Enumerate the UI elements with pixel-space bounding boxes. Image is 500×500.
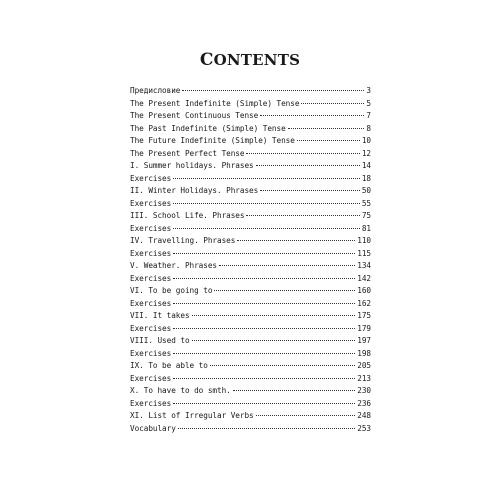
toc-entry-page-number: 5 <box>366 98 371 108</box>
toc-entry <box>130 198 371 211</box>
toc-entry-label: IV. Travelling. Phrases <box>130 236 236 245</box>
toc-entry-page-number: 110 <box>357 236 371 245</box>
toc-entry <box>130 298 371 311</box>
dot-leader <box>288 128 365 129</box>
toc-entry-label: Exercises <box>130 173 172 183</box>
toc-entry-label: VII. It takes <box>130 311 190 320</box>
toc-entry-page-number: 253 <box>357 423 371 433</box>
dot-leader <box>173 303 355 304</box>
toc-entry-page-number: 75 <box>361 211 371 220</box>
toc-entry <box>130 248 371 261</box>
dot-leader <box>219 265 355 266</box>
toc-entry <box>130 160 371 173</box>
dot-leader <box>173 253 355 254</box>
dot-leader <box>256 165 360 166</box>
dot-leader <box>256 415 356 416</box>
toc-entry-page-number: 81 <box>361 223 371 233</box>
toc-entry <box>130 348 371 361</box>
toc-entry-label: The Present Indefinite (Simple) Tense <box>130 98 300 108</box>
toc-entry <box>130 335 371 348</box>
toc-entry-page-number: 160 <box>357 286 371 295</box>
toc-entry-label: V. Weather. Phrases <box>130 261 217 270</box>
toc-entry <box>130 323 371 336</box>
toc-entry <box>130 310 371 323</box>
dot-leader <box>178 428 355 429</box>
dot-leader <box>173 328 355 329</box>
toc-entry-page-number: 3 <box>366 86 371 95</box>
dot-leader <box>246 215 359 216</box>
dot-leader <box>173 278 355 279</box>
toc-entry-page-number: 230 <box>357 386 371 395</box>
toc-entry-page-number: 55 <box>361 198 371 208</box>
toc-entry-page-number: 198 <box>357 348 371 358</box>
toc-entry <box>130 173 371 186</box>
toc-entry <box>130 210 371 223</box>
toc-entry-page-number: 175 <box>357 311 371 320</box>
toc-entry-page-number: 162 <box>357 298 371 308</box>
toc-entry-page-number: 18 <box>361 173 371 183</box>
toc-entry <box>130 110 371 123</box>
toc-entry-page-number: 134 <box>357 261 371 270</box>
dot-leader <box>246 153 359 154</box>
toc-entry <box>130 385 371 398</box>
toc-entry <box>130 285 371 298</box>
dot-leader <box>297 140 360 141</box>
toc-entry-label: The Present Perfect Tense <box>130 148 245 158</box>
toc-entry <box>130 373 371 386</box>
toc-entry-label: I. Summer holidays. Phrases <box>130 161 254 170</box>
toc-entry <box>130 273 371 286</box>
dot-leader <box>192 340 356 341</box>
toc-entry-page-number: 10 <box>361 136 371 145</box>
page-title: CONTENTS <box>199 50 301 70</box>
toc-entry-label: Exercises <box>130 273 172 283</box>
toc-entry-label: Exercises <box>130 198 172 208</box>
toc-entry-label: X. To have to do smth. <box>130 386 231 395</box>
toc-entry-page-number: 12 <box>361 148 371 158</box>
toc-entry <box>130 98 371 111</box>
toc-entry-label: The Past Indefinite (Simple) Tense <box>130 123 286 133</box>
toc-entry <box>130 185 371 198</box>
toc-entry-page-number: 205 <box>357 361 371 370</box>
toc-entry-label: VI. To be going to <box>130 286 213 295</box>
dot-leader <box>192 315 356 316</box>
dot-leader <box>182 90 364 91</box>
toc-entry <box>130 410 371 423</box>
toc-entry-label: II. Winter Holidays. Phrases <box>130 186 259 195</box>
dot-leader <box>173 403 355 404</box>
dot-leader <box>301 103 364 104</box>
toc-entry <box>130 223 371 236</box>
toc-entry-page-number: 213 <box>357 373 371 383</box>
toc-entry-page-number: 197 <box>357 336 371 345</box>
toc-entry-label: Exercises <box>130 373 172 383</box>
toc-entry-label: Exercises <box>130 223 172 233</box>
dot-leader <box>173 378 355 379</box>
dot-leader <box>237 240 355 241</box>
toc-entry-page-number: 14 <box>361 161 371 170</box>
toc-entry-label: The Future Indefinite (Simple) Tense <box>130 136 295 145</box>
toc-entry <box>130 85 371 98</box>
dot-leader <box>260 190 360 191</box>
toc-entry-label: The Present Continuous Tense <box>130 111 259 120</box>
toc-entry <box>130 423 371 436</box>
toc-entry-label: Exercises <box>130 298 172 308</box>
dot-leader <box>173 228 360 229</box>
toc-entry-page-number: 179 <box>357 323 371 333</box>
toc-entry <box>130 135 371 148</box>
dot-leader <box>173 178 360 179</box>
toc-entry-label: Exercises <box>130 248 172 258</box>
toc-entry <box>130 398 371 411</box>
dot-leader <box>214 290 355 291</box>
dot-leader <box>173 353 355 354</box>
toc-entry-label: Vocabulary <box>130 423 176 433</box>
table-of-contents <box>130 85 371 435</box>
dot-leader <box>210 365 355 366</box>
toc-entry-label: Exercises <box>130 323 172 333</box>
dot-leader <box>260 115 364 116</box>
toc-entry-page-number: 50 <box>361 186 371 195</box>
toc-entry <box>130 235 371 248</box>
toc-entry <box>130 123 371 136</box>
toc-entry <box>130 260 371 273</box>
toc-entry <box>130 148 371 161</box>
toc-entry-page-number: 142 <box>357 273 371 283</box>
toc-entry-page-number: 7 <box>366 111 371 120</box>
toc-entry-page-number: 115 <box>357 248 371 258</box>
toc-entry-label: Exercises <box>130 348 172 358</box>
toc-entry-page-number: 248 <box>357 411 371 420</box>
toc-entry-label: XI. List of Irregular Verbs <box>130 411 254 420</box>
toc-entry-page-number: 8 <box>366 123 371 133</box>
toc-entry-label: IX. To be able to <box>130 361 208 370</box>
toc-entry-page-number: 236 <box>357 398 371 408</box>
dot-leader <box>173 203 360 204</box>
toc-entry-label: Exercises <box>130 398 172 408</box>
toc-entry-label: VIII. Used to <box>130 336 190 345</box>
toc-entry-label: III. School Life. Phrases <box>130 211 245 220</box>
toc-entry <box>130 360 371 373</box>
toc-entry-label: Предисловие <box>130 86 181 95</box>
dot-leader <box>233 390 356 391</box>
